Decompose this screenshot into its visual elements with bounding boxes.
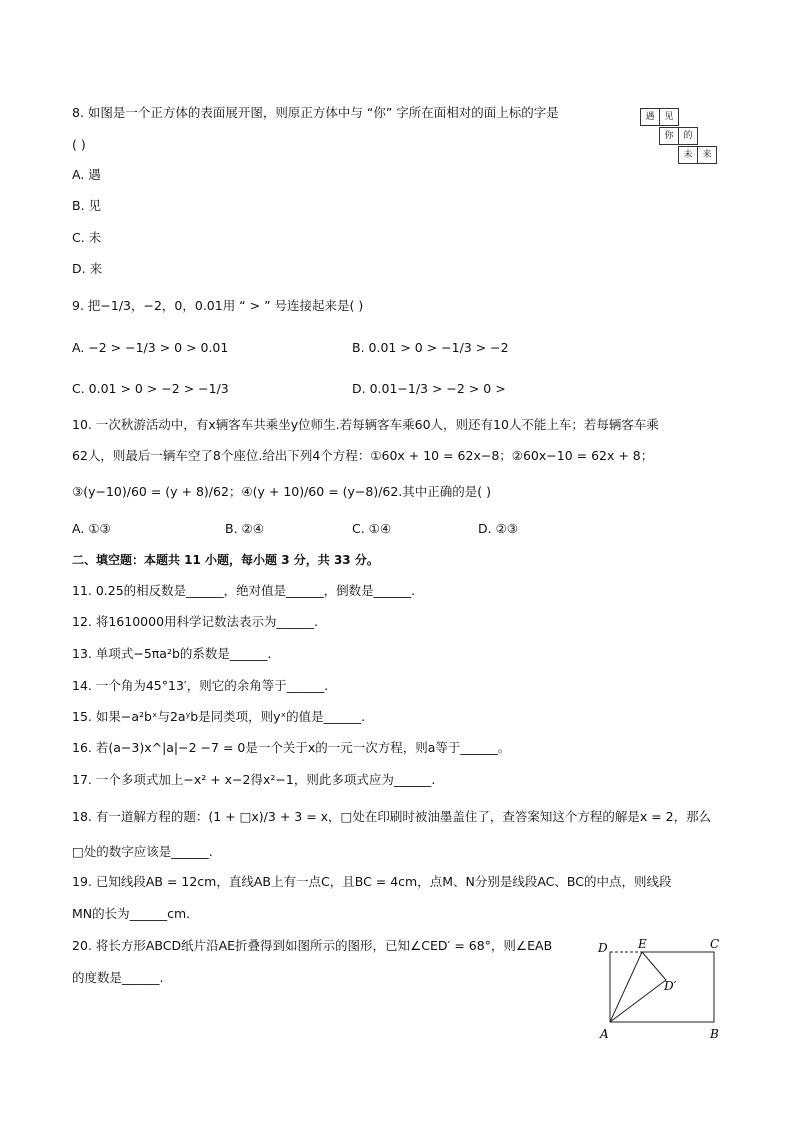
q10-option-c: C. ①④ [352, 521, 392, 536]
cube-face-4: 的 [678, 127, 698, 145]
segment-ed-prime [642, 952, 666, 980]
q10-option-b: B. ②④ [225, 521, 264, 536]
q10-line3: ③(y−10)/60 = (y + 8)/62；④(y + 10)/60 = (y−8)/62.其中正确的是( ) [72, 484, 492, 499]
folded-rectangle-figure [594, 936, 726, 1044]
label-d-prime: D′ [664, 979, 677, 993]
q10-line1: 10. 一次秋游活动中，有x辆客车共乘坐y位师生.若每辆客车乘60人，则还有10人不能上车；若每辆客车乘 [72, 417, 659, 432]
q12: 12. 将1610000用科学记数法表示为______. [72, 614, 318, 629]
q9-stem: 9. 把−1/3，−2，0，0.01用 “ > ” 号连接起来是( ) [72, 298, 364, 313]
segment-ad-prime [610, 980, 666, 1022]
q9-option-b: B. 0.01 > 0 > −1/3 > −2 [352, 340, 509, 355]
cube-face-6: 来 [697, 146, 717, 164]
q8-option-b: B. 见 [72, 198, 102, 213]
q8-option-d: D. 来 [72, 261, 103, 276]
q9-option-d: D. 0.01−1/3 > −2 > 0 > [352, 381, 506, 396]
label-a: A [600, 1027, 609, 1041]
q9-option-c: C. 0.01 > 0 > −2 > −1/3 [72, 381, 229, 396]
q14: 14. 一个角为45°13′，则它的余角等于______. [72, 678, 329, 693]
q8-option-a: A. 遇 [72, 167, 101, 182]
section-heading-fill-blank: 二、填空题：本题共 11 小题，每小题 3 分，共 33 分。 [72, 553, 379, 567]
label-b: B [710, 1027, 719, 1041]
q16: 16. 若(a−3)x^|a|−2 −7 = 0是一个关于x的一元一次方程，则a等于______。 [72, 740, 511, 755]
q18-line1: 18. 有一道解方程的题：(1 + □x)/3 + 3 = x，□处在印刷时被油墨盖住了，查答案知这个方程的解是x = 2，那么 [72, 809, 712, 824]
cube-face-1: 遇 [640, 108, 660, 126]
q9-option-a: A. −2 > −1/3 > 0 > 0.01 [72, 340, 229, 355]
q10-line2: 62人，则最后一辆车空了8个座位.给出下列4个方程：①60x + 10 = 62x−8；②60x−10 = 62x + 8； [72, 448, 654, 463]
q10-option-d: D. ②③ [478, 521, 518, 536]
q19-line1: 19. 已知线段AB = 12cm，直线AB上有一点C，且BC = 4cm，点M、N分别是线段AC、BC的中点，则线段 [72, 874, 672, 889]
q20-line1: 20. 将长方形ABCD纸片沿AE折叠得到如图所示的图形，已知∠CED′ = 68°，则∠EAB [72, 938, 553, 953]
q8-stem-line1: 8. 如图是一个正方体的表面展开图，则原正方体中与 “你” 字所在面相对的面上标的字是 [72, 105, 559, 120]
q11: 11. 0.25的相反数是______，绝对值是______，倒数是______. [72, 583, 416, 598]
q17: 17. 一个多项式加上−x² + x−2得x²−1，则此多项式应为______. [72, 772, 436, 787]
cube-face-5: 未 [678, 146, 698, 164]
label-e: E [638, 937, 647, 951]
cube-face-3: 你 [659, 127, 679, 145]
label-c: C [710, 937, 720, 951]
q8-option-c: C. 未 [72, 230, 102, 245]
crease-ae [610, 952, 642, 1022]
q15: 15. 如果−a²bˣ与2aʸb是同类项，则yˣ的值是______. [72, 709, 366, 724]
q20-line2: 的度数是______. [72, 970, 164, 985]
cube-face-2: 见 [659, 108, 679, 126]
q19-line2: MN的长为______cm. [72, 906, 191, 921]
q13: 13. 单项式−5πa²b的系数是______. [72, 646, 272, 661]
label-d: D [598, 941, 608, 955]
q18-line2: □处的数字应该是______. [72, 844, 213, 859]
q8-stem-line2: ( ) [72, 137, 86, 152]
q10-option-a: A. ①③ [72, 521, 111, 536]
